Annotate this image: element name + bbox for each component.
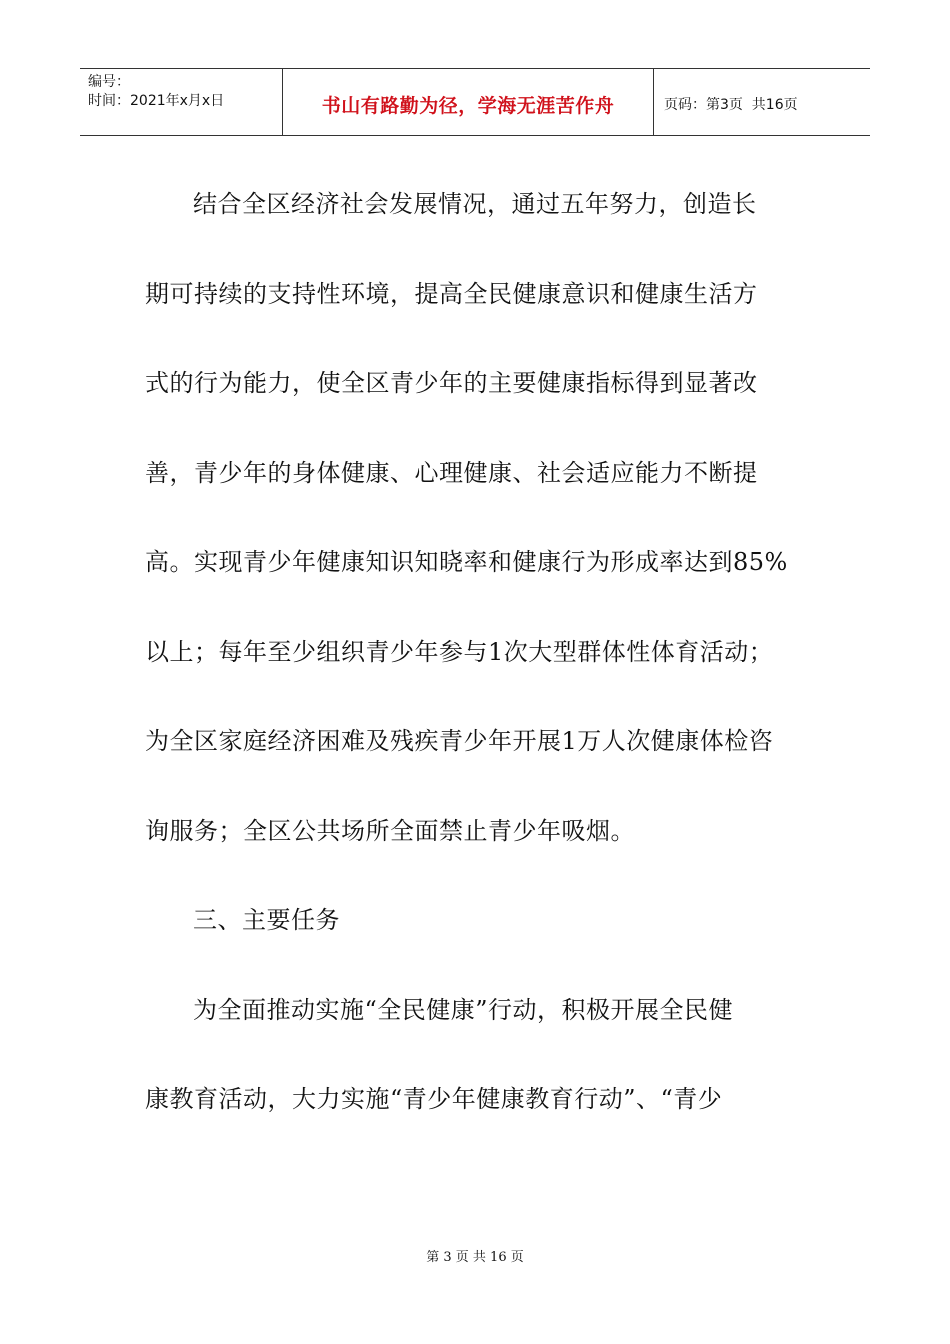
body-line: 询服务；全区公共场所全面禁止青少年吸烟。: [145, 816, 635, 845]
body-line: 期可持续的支持性环境，提高全民健康意识和健康生活方: [145, 279, 758, 308]
body-line: 以上；每年至少组织青少年参与1次大型群体性体育活动；: [145, 637, 774, 666]
header-motto: 书山有路勤为径，学海无涯苦作舟: [282, 69, 654, 135]
page-info-text: 页码：第3页 共16页: [664, 97, 798, 113]
document-body: [145, 160, 810, 1145]
body-line: 康教育活动，大力实施“青少年健康教育行动”、“青少: [145, 1085, 723, 1113]
page-footer: 第 3 页 共 16 页: [426, 1250, 524, 1265]
header-page-info: [654, 69, 870, 135]
number-label: 编号：: [88, 74, 130, 90]
body-line: 高。实现青少年健康知识知晓率和健康行为形成率达到85%: [145, 548, 788, 576]
body-line: 为全面推动实施“全民健康”行动，积极开展全民健: [193, 995, 734, 1024]
page-header: [80, 68, 870, 136]
body-line: 结合全区经济社会发展情况，通过五年努力，创造长: [193, 190, 757, 218]
time-label: 时间：2021年x月x日: [88, 93, 225, 109]
header-meta: [80, 69, 282, 135]
body-line: 式的行为能力，使全区青少年的主要健康指标得到显著改: [145, 369, 758, 397]
body-line: 为全区家庭经济困难及残疾青少年开展1万人次健康体检咨: [145, 727, 774, 755]
body-line: 善，青少年的身体健康、心理健康、社会适应能力不断提: [145, 458, 758, 487]
section-heading: 三、主要任务: [193, 906, 340, 934]
